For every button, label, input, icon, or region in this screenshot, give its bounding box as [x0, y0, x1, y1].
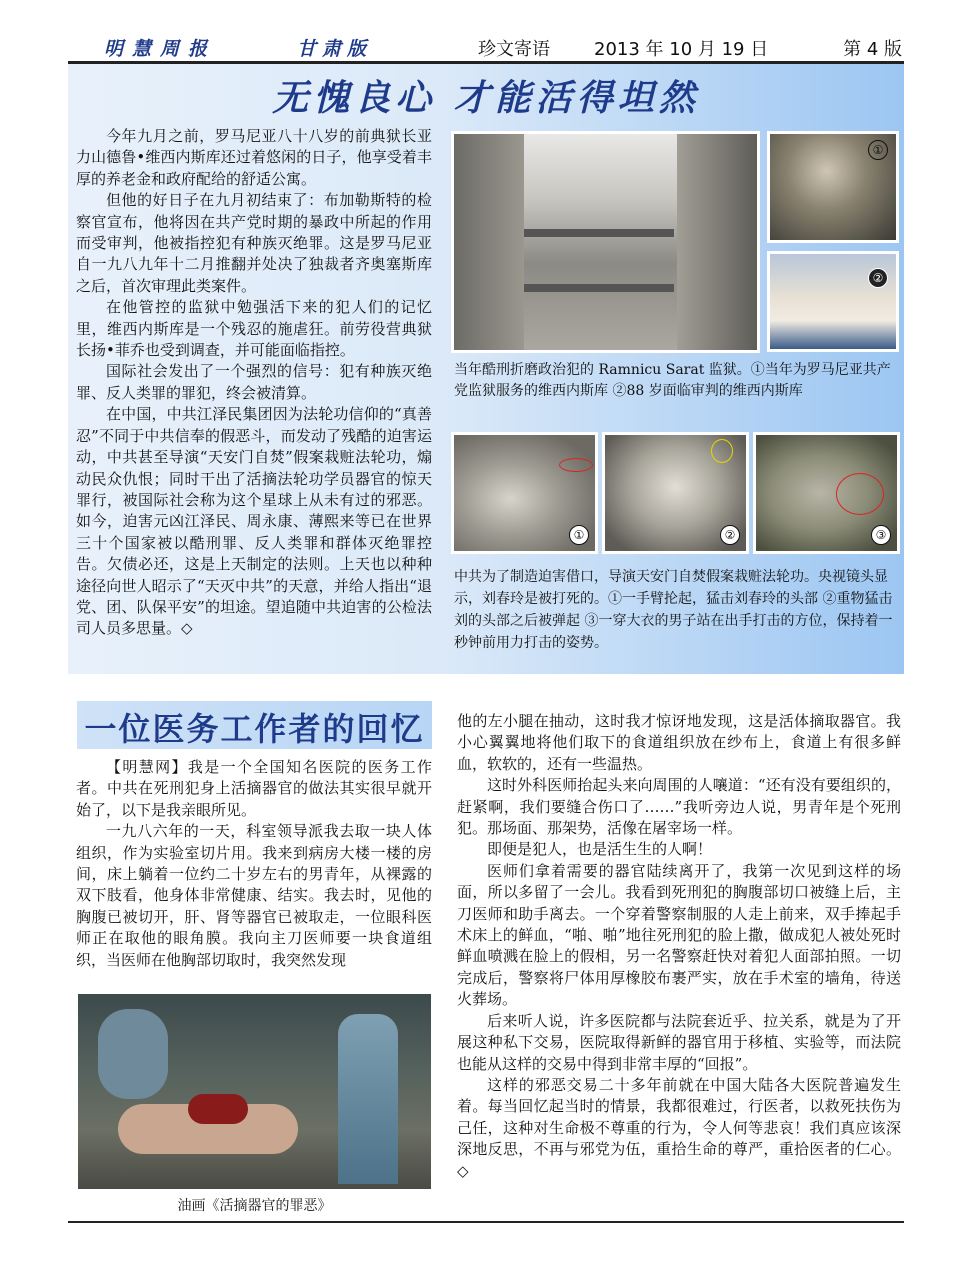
paragraph: 今年九月之前，罗马尼亚八十八岁的前典狱长亚力山德鲁•维西内斯库还过着悠闲的日子，他享受着丰厚的养老金和政府配给的舒适公寓。 [76, 127, 432, 188]
paragraph: 一九八六年的一天，科室领导派我去取一块人体组织，作为实验室切片用。我来到病房大楼一楼的房间，床上躺着一位约二十岁左右的男青年，从裸露的双下肢看，他身体非常健康、结实。我去时，见他的胸腹已被切开，肝、肾等器官已被取走，一位眼科医师正在取他的眼角膜。我向主刀医师要一块食道组织，当医师在他胸部切取时，我突然发现 [76, 822, 432, 969]
circled-number: ① [868, 140, 888, 160]
paragraph: 但他的好日子在九月初结束了：布加勒斯特的检察官宣布，他将因在共产党时期的暴政中所起的作用而受审判，他被指控犯有种族灭绝罪。这是罗马尼亚自一九八九年十二月推翻并处决了独裁者齐奥塞斯库之后，首次审理此类案件。 [76, 191, 432, 295]
paragraph: 在他管控的监狱中勉强活下来的犯人们的记忆里，维西内斯库是一个残忍的施虐狂。前劳役营典狱长扬•菲乔也受到调查，并可能面临指控。 [76, 298, 432, 360]
paragraph: 这样的邪恶交易二十多年前就在中国大陆各大医院普遍发生着。每当回忆起当时的情景，我都很难过，行医者，以救死扶伤为己任，这种对生命极不尊重的行为，令人何等悲哀！我们真应该深深地反思，不再与邪党为伍，重拾生命的尊严，重拾医者的仁心。◇ [457, 1075, 901, 1180]
circled-number: ① [569, 525, 589, 545]
top-story-title: 无愧良心 才能活得坦然 [272, 78, 700, 119]
top-story-body [76, 126, 432, 640]
prison-photo-caption: 当年酷刑折磨政治犯的 Ramnicu Sarat 监狱。①当年为罗马尼亚共产党监狱服务的维西内斯库 ②88 岁面临审判的维西内斯库 [454, 362, 891, 399]
paragraph: 在中国，中共江泽民集团因为法轮功信仰的“真善忍”不同于中共信奉的假恶斗，而发动了残酷的迫害运动，中共甚至导演“天安门自焚”假案栽赃法轮功，煽动民众仇恨；同时干出了活摘法轮功学员器官的惊天罪行，被国际社会称为这个星球上从未有过的邪恶。如今，迫害元凶江泽民、周永康、薄熙来等已在世界三十个国家被以酷刑罪、反人类罪和群体灭绝罪控告。欠债必还，这是上天制定的法则。上天也以种种途径向世人昭示了“天灭中共”的天意，并给人指出“退党、团、队保平安”的坦途。望追随中共迫害的公检法司人员多思量。◇ [76, 405, 432, 638]
paragraph: 【明慧网】我是一个全国知名医院的医务工作者。中共在死刑犯身上活摘器官的做法其实很早就开始了，以下是我亲眼所见。 [76, 758, 432, 819]
paragraph: 他的左小腿在抽动，这时我才惊讶地发现，这是活体摘取器官。我小心翼翼地将他们取下的食道组织放在纱布上，食道上有很多鲜血，软软的，还有一些温热。 [457, 712, 901, 773]
painting-caption: 油画《活摘器官的罪恶》 [177, 1198, 332, 1214]
paragraph: 这时外科医师抬起头来向周围的人嚷道：“还有没有要组织的，赶紧啊，我们要缝合伤口了……”我听旁边人说，男青年是个死刑犯。那场面、那架势，活像在屠宰场一样。 [457, 776, 901, 838]
issue-date: 2013 年 10 月 19 日 [594, 39, 769, 60]
paragraph: 即便是犯人，也是活生生的人啊！ [487, 840, 713, 859]
edition-name: 甘肃版 [297, 38, 373, 60]
circled-number: ② [720, 525, 740, 545]
paragraph: 国际社会发出了一个强烈的信号：犯有种族灭绝罪、反人类罪的罪犯，终会被清算。 [76, 362, 432, 402]
self-immolation-photo-1 [451, 432, 598, 554]
page-number: 第 4 版 [843, 39, 902, 60]
paragraph: 医师们拿着需要的器官陆续离开了，我第一次见到这样的场面，所以多留了一会儿。我看到死刑犯的胸腹部切口被缝上后，主刀医师和助手离去。一个穿着警察制服的人走上前来，双手捧起手术床上的鲜血，“啪、啪”地往死刑犯的脸上撒，做成犯人被处死时鲜血喷溅在脸上的假相，另一名警察赶快对着犯人面部拍照。一切完成后，警察将尸体用厚橡胶布裹严实，放在手术室的墙角，待送火葬场。 [457, 861, 901, 1009]
portrait-photo-2 [767, 251, 899, 352]
bottom-story-right-column [457, 711, 901, 1182]
self-immolation-caption: 中共为了制造迫害借口，导演天安门自焚假案栽赃法轮功。央视镜头显示，刘春玲是被打死的。①一手臂抡起，猛击刘春玲的头部 ②重物猛击刘的头部之后被弹起 ③一穿大衣的男子站在出手打击的方位，保持着一秒钟前用力打击的姿势。 [454, 569, 893, 651]
bottom-story-title: 一位医务工作者的回忆 [84, 710, 425, 748]
self-immolation-photo-3 [753, 432, 900, 554]
circled-number: ③ [871, 525, 891, 545]
footer-rule [68, 1221, 904, 1223]
paragraph: 后来听人说，许多医院都与法院套近乎、拉关系，就是为了开展这种私下交易，医院取得新鲜的器官用于移植、实验等，而法院也能从这样的交易中得到非常丰厚的“回报”。 [457, 1011, 901, 1073]
circled-number: ② [868, 268, 888, 288]
publication-name: 明慧周报 [104, 38, 217, 60]
self-immolation-photo-2 [602, 432, 749, 554]
prison-photo [451, 131, 760, 353]
oil-painting [78, 994, 431, 1189]
portrait-photo-1 [767, 131, 899, 243]
bottom-story-left-column [76, 757, 432, 971]
column-name: 珍文寄语 [478, 39, 550, 60]
page-header [68, 32, 904, 60]
